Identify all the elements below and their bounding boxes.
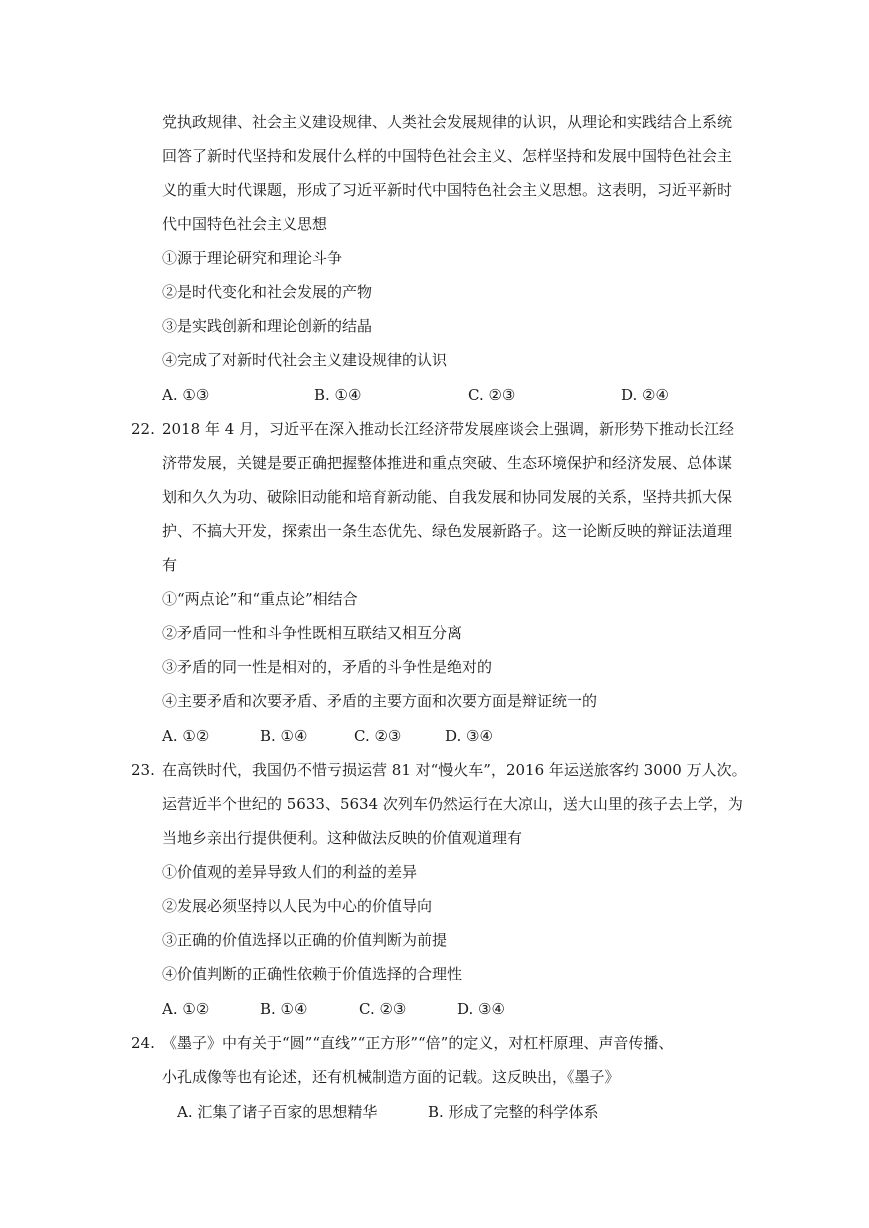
q24-stem-line: 《墨子》中有关于“圆”“直线”“正方形”“倍”的定义，对杠杆原理、声音传播、	[162, 1034, 674, 1052]
q22-stem-line: 划和久久为功、破除旧动能和培育新动能、自我发展和协同发展的关系，坚持共抓大保	[162, 488, 733, 506]
q23-option-c: C. ②③	[359, 1000, 407, 1018]
q24-number: 24.	[131, 1034, 155, 1052]
q22-statement-4: ④主要矛盾和次要矛盾、矛盾的主要方面和次要方面是辩证统一的	[162, 692, 598, 710]
q24-option-b: B. 形成了完整的科学体系	[428, 1103, 599, 1121]
q21-statement-2: ②是时代变化和社会发展的产物	[162, 283, 373, 301]
q23-option-d: D. ③④	[457, 1000, 505, 1018]
q22-stem-line: 济带发展，关键是要正确把握整体推进和重点突破、生态环境保护和经济发展、总体谋	[162, 454, 733, 472]
q24-stem-line: 小孔成像等也有论述，还有机械制造方面的记载。这反映出，《墨子》	[162, 1068, 620, 1086]
q21-stem-line: 回答了新时代坚持和发展什么样的中国特色社会主义、怎样坚持和发展中国特色社会主	[162, 147, 733, 165]
q23-statement-1: ①价值观的差异导致人们的利益的差异	[162, 863, 418, 881]
q23-statement-3: ③正确的价值选择以正确的价值判断为前提	[162, 931, 448, 949]
q22-option-c: C. ②③	[354, 727, 402, 745]
q22-option-b: B. ①④	[260, 727, 308, 745]
q22-statement-2: ②矛盾同一性和斗争性既相互联结又相互分离	[162, 624, 463, 642]
q21-option-d: D. ②④	[621, 386, 669, 404]
q21-option-b: B. ①④	[314, 386, 362, 404]
q23-stem-line: 运营近半个世纪的 5633、5634 次列车仍然运行在大凉山，送大山里的孩子去上学，为	[162, 795, 743, 813]
q22-option-a: A. ①②	[162, 727, 210, 745]
q23-statement-2: ②发展必须坚持以人民为中心的价值导向	[162, 897, 433, 915]
q22-option-d: D. ③④	[445, 727, 493, 745]
q22-stem-line: 2018 年 4 月，习近平在深入推动长江经济带发展座谈会上强调，新形势下推动长江经	[162, 420, 735, 438]
q23-number: 23.	[131, 761, 155, 779]
q22-statement-1: ①“两点论”和“重点论”相结合	[162, 590, 358, 608]
q21-stem-line: 代中国特色社会主义思想	[162, 215, 328, 233]
q21-option-c: C. ②③	[468, 386, 516, 404]
q23-stem-line: 当地乡亲出行提供便利。这种做法反映的价值观道理有	[162, 829, 523, 847]
q23-stem-line: 在高铁时代，我国仍不惜亏损运营 81 对“慢火车”，2016 年运送旅客约 3000 万人次。	[162, 761, 747, 779]
q21-statement-4: ④完成了对新时代社会主义建设规律的认识	[162, 351, 448, 369]
q23-option-a: A. ①②	[162, 1000, 210, 1018]
q22-statement-3: ③矛盾的同一性是相对的，矛盾的斗争性是绝对的	[162, 658, 493, 676]
q21-option-a: A. ①③	[162, 386, 210, 404]
q22-stem-line: 有	[162, 556, 178, 574]
q21-statement-1: ①源于理论研究和理论斗争	[162, 249, 343, 267]
q23-statement-4: ④价值判断的正确性依赖于价值选择的合理性	[162, 965, 463, 983]
q22-stem-line: 护、不搞大开发，探索出一条生态优先、绿色发展新路子。这一论断反映的辩证法道理	[162, 522, 733, 540]
q24-option-a: A. 汇集了诸子百家的思想精华	[177, 1103, 378, 1121]
q22-number: 22.	[131, 420, 155, 438]
q21-stem-line: 义的重大时代课题，形成了习近平新时代中国特色社会主义思想。这表明，习近平新时	[162, 181, 733, 199]
q21-statement-3: ③是实践创新和理论创新的结晶	[162, 317, 373, 335]
q23-option-b: B. ①④	[260, 1000, 308, 1018]
q21-stem-line: 党执政规律、社会主义建设规律、人类社会发展规律的认识，从理论和实践结合上系统	[162, 113, 733, 131]
